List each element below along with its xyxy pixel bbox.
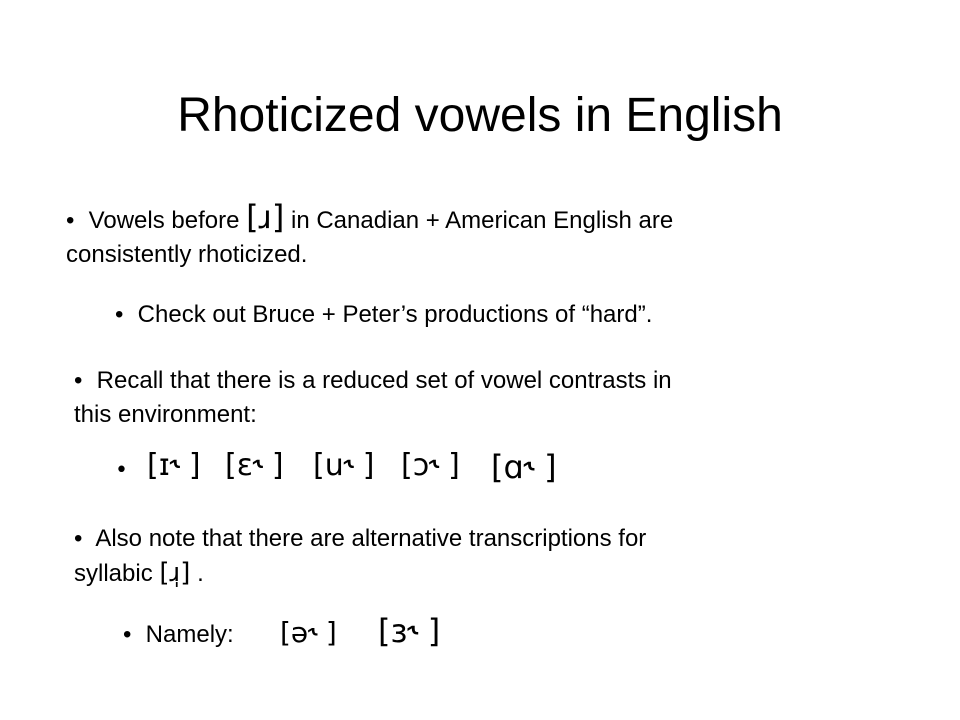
ipa-symbol: [ɜ˞ ] [378,612,441,650]
bullet-marker: • [74,367,83,394]
ipa-symbol: [ɹ] [246,198,285,236]
slide-title: Rhoticized vowels in English [177,89,783,142]
bullet-vowels-before-r [66,200,673,272]
ipa-symbol: [ɔ˞ ] [401,448,460,483]
bullet-marker: • [74,525,83,552]
bullet-text: . [197,560,204,587]
bullet-text: syllabic [74,560,153,587]
bullet-reduced-contrasts [74,364,672,432]
bullet-text: Check out Bruce + Peter’s productions of “hard”. [137,301,653,328]
bullet-text: Namely: [145,621,234,648]
ipa-symbol: [ɹ̩] [159,558,191,588]
bullet-text: Vowels before [88,207,240,234]
bullet-text-line2: this environment: [74,401,257,428]
ipa-symbol: [ə˞ ] [280,616,337,649]
bullet-namely [123,612,623,662]
bullet-alternative-transcriptions [74,522,646,591]
bullet-marker: • [66,207,75,234]
bullet-check-productions [115,298,652,332]
bullet-ipa-vowel-set [115,448,815,498]
bullet-marker: • [123,621,132,648]
bullet-text: Also note that there are alternative transcriptions for [95,525,647,552]
ipa-symbol: [ɛ˞ ] [225,448,284,483]
bullet-marker: • [115,458,128,483]
bullet-text-line2: consistently rhoticized. [66,241,308,268]
ipa-symbol: [u˞ ] [313,448,375,483]
bullet-marker: • [115,301,124,328]
bullet-text: in Canadian + American English are [291,207,674,234]
ipa-symbol: [ɪ˞ ] [147,448,201,483]
bullet-text: Recall that there is a reduced set of vowel contrasts in [96,367,672,394]
ipa-symbol: [ɑ˞ ] [491,448,557,486]
